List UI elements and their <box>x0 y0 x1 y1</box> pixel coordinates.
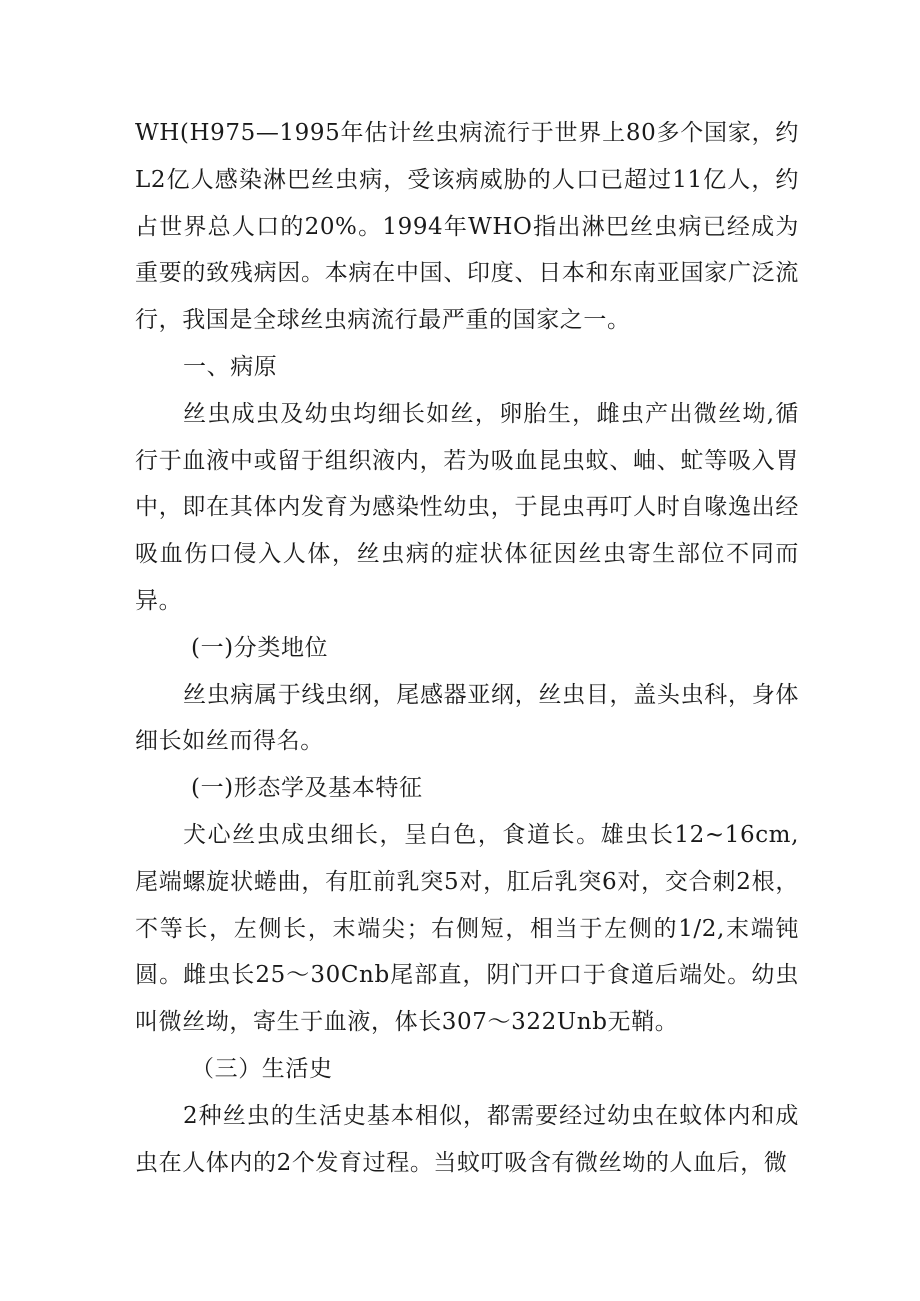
subheading-morphology: (一)形态学及基本特征 <box>191 775 423 802</box>
document-body <box>135 110 799 1186</box>
paragraph-classification: 丝虫病属于线虫纲，尾感器亚纲，丝虫目，盖头虫科，身体细长如丝而得名。 <box>135 681 799 755</box>
paragraph-pathogen: 丝虫成虫及幼虫均细长如丝，卵胎生，雌虫产出微丝坳,循行于血液中或留于组织液内，若为吸血昆虫蚊、岫、虻等吸入胃中，即在其体内发育为感染性幼虫，于昆虫再叮人时自喙逸出经吸血伤口侵入人体，丝虫病的症状体征因丝虫寄生部位不同而异。 <box>135 400 799 614</box>
subheading-life-history: （三）生活史 <box>191 1055 333 1082</box>
paragraph-morphology: 犬心丝虫成虫细长，呈白色，食道长。雄虫长12~16cm,尾端螺旋状蜷曲，有肛前乳突5对，肛后乳突6对，交合刺2根，不等长，左侧长，末端尖；右侧短，相当于左侧的1/2,末端钝圆。雌虫长25～30Cnb尾部直，阴门开口于食道后端处。幼虫叫微丝坳，寄生于血液，体长307～322Unb无鞘。 <box>135 821 799 1036</box>
section-heading-pathogen: 一、病原 <box>183 353 278 380</box>
subheading-classification: (一)分类地位 <box>191 634 329 661</box>
paragraph-life-history: 2种丝虫的生活史基本相似，都需要经过幼虫在蚊体内和成虫在人体内的2个发育过程。当蚊叮吸含有微丝坳的人血后，微 <box>135 1102 799 1176</box>
paragraph-intro: WH(H975—1995年估计丝虫病流行于世界上80多个国家，约L2亿人感染淋巴丝虫病，受该病威胁的人口已超过11亿人，约占世界总人口的20%。1994年WHO指出淋巴丝虫病已经成为重要的致残病因。本病在中国、印度、日本和东南亚国家广泛流行，我国是全球丝虫病流行最严重的国家之一。 <box>135 120 799 334</box>
